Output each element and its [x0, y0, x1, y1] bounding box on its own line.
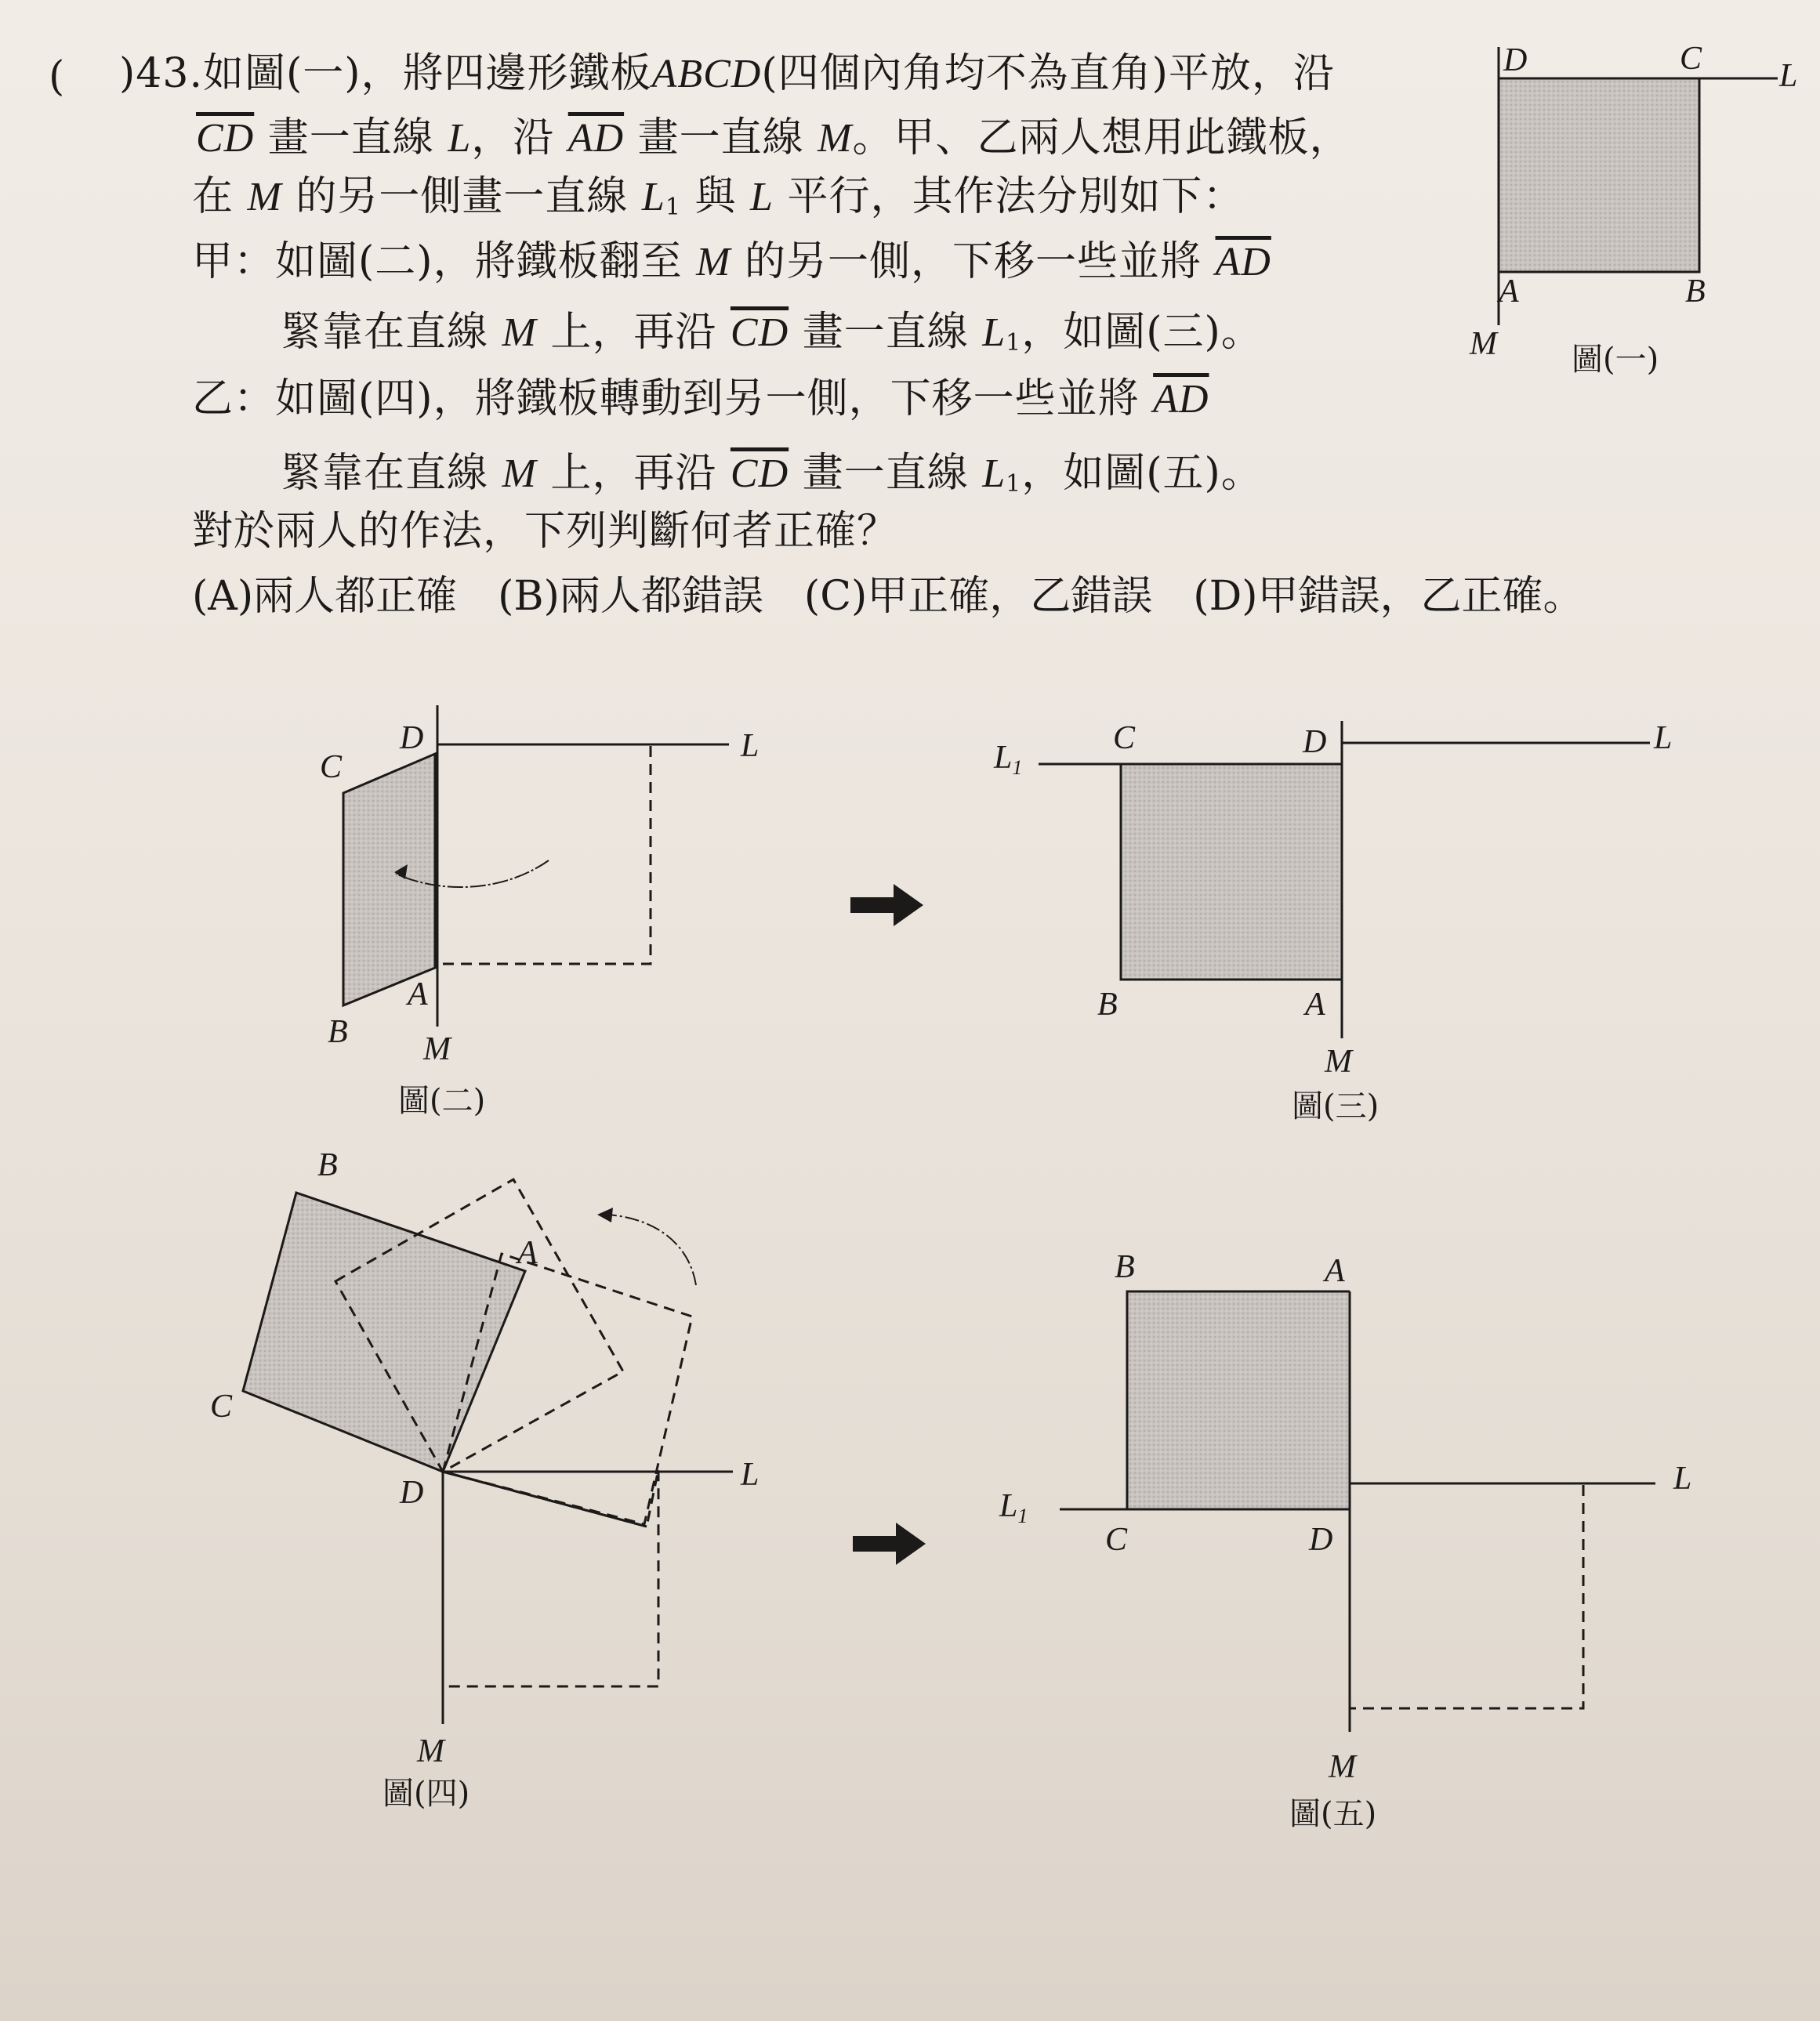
fig5-plate	[1127, 1291, 1350, 1509]
fig5-label-l1-sub: 1	[1017, 1505, 1028, 1527]
text: 。甲、乙兩人想用此鐵板，	[852, 114, 1351, 161]
fig4-label-l: L	[741, 1457, 760, 1493]
subscript: 1	[1006, 329, 1022, 357]
fig5-label-l1-main: L	[999, 1488, 1018, 1524]
question-ask: 對於兩人的作法，下列判斷何者正確？	[192, 508, 899, 555]
text: 乙：如圖(四)，將鐵板轉動到另一側，下移一些並將	[192, 375, 1154, 422]
text: 畫一直線	[789, 309, 983, 356]
fig2-caption: 圖(二)	[398, 1083, 486, 1119]
fig3-label-b: B	[1097, 987, 1118, 1023]
fig2-label-c: C	[320, 749, 343, 785]
text: 上，再沿	[536, 309, 731, 356]
text: 與	[680, 173, 750, 220]
fig2-label-a: A	[408, 976, 428, 1012]
question-number: )43.	[119, 50, 203, 97]
fig5-label-l1	[999, 1488, 1028, 1527]
math-l: L	[982, 451, 1006, 496]
text: ，如圖(三)。	[1021, 309, 1263, 356]
fig4-rotated-edge	[443, 1472, 647, 1527]
text: 緊靠在直線	[281, 450, 502, 497]
fig2-label-b: B	[328, 1014, 348, 1050]
fig4-rotate-arrow-head	[597, 1208, 613, 1222]
fig1-plate	[1499, 78, 1699, 272]
text: 如圖(一)，將四邊形鐵板	[202, 50, 652, 97]
fig2-label-m: M	[423, 1031, 451, 1067]
segment-ad: $\overline{AD}$	[567, 116, 625, 161]
fig4-label-b: B	[317, 1147, 338, 1183]
fig4-label-c: C	[210, 1389, 233, 1425]
fig3-label-l1-main: L	[994, 740, 1013, 776]
math-m: M	[696, 240, 731, 284]
fig4-label-m: M	[417, 1733, 444, 1769]
text: 畫一直線	[789, 450, 983, 497]
math-m: M	[818, 116, 853, 161]
subscript: 1	[665, 194, 681, 221]
figure-5	[1060, 1291, 1655, 1732]
right-arrow-icon	[853, 1523, 926, 1565]
math-l: L	[448, 116, 472, 161]
fig5-label-m: M	[1329, 1749, 1356, 1785]
fig1-caption: 圖(一)	[1572, 342, 1659, 378]
fig3-label-c: C	[1113, 720, 1136, 756]
fig1-label-b: B	[1685, 273, 1706, 310]
figure-3	[1039, 721, 1650, 1038]
math-m: M	[502, 310, 537, 355]
fig1-label-d: D	[1503, 42, 1528, 78]
text: (四個內角均不為直角)平放，沿	[761, 50, 1335, 97]
fig3-plate	[1121, 764, 1342, 980]
fig3-label-l: L	[1654, 720, 1673, 756]
subscript: 1	[1006, 470, 1022, 498]
fig3-label-l1	[993, 740, 1022, 779]
answer-options: (A)兩人都正確 (B)兩人都錯誤 (C)甲正確，乙錯誤 (D)甲錯誤，乙正確。	[192, 573, 1584, 620]
segment-cd: $\overline{CD}$	[730, 310, 789, 355]
math-m: M	[247, 175, 282, 219]
fig3-label-a: A	[1305, 987, 1325, 1023]
figure-1	[1499, 47, 1778, 325]
text: ，如圖(五)。	[1021, 450, 1263, 497]
fig4-rotate-arrow-path	[607, 1215, 696, 1285]
fig5-label-l: L	[1673, 1461, 1692, 1497]
text: 平行，其作法分別如下：	[773, 173, 1245, 220]
segment-cd: $\overline{CD}$	[196, 116, 255, 161]
fig5-dashed-original	[1350, 1485, 1583, 1708]
fig4-label-a: A	[517, 1235, 538, 1271]
segment-cd: $\overline{CD}$	[730, 451, 789, 496]
fig5-label-d: D	[1309, 1522, 1333, 1558]
math-l: L	[982, 310, 1006, 355]
fig2-dashed-original	[437, 746, 651, 964]
math-l: L	[641, 175, 665, 219]
fig1-label-l: L	[1779, 58, 1798, 94]
right-arrow-icon	[850, 884, 923, 926]
text: ，沿	[471, 114, 568, 161]
text: 畫一直線	[254, 114, 448, 161]
text: 的另一側，下移一些並將	[731, 238, 1216, 285]
fig5-label-c: C	[1105, 1522, 1128, 1558]
segment-ad: $\overline{AD}$	[1153, 377, 1209, 422]
text: 在	[192, 173, 248, 220]
math-m: M	[502, 451, 537, 496]
answer-bracket: (	[49, 53, 65, 100]
text: 畫一直線	[624, 114, 818, 161]
fig5-label-b: B	[1115, 1249, 1135, 1285]
fig2-label-l: L	[741, 728, 760, 764]
fig2-plate	[343, 754, 435, 1005]
figure-4	[243, 1179, 733, 1724]
fig1-label-m: M	[1470, 326, 1497, 362]
fig1-label-c: C	[1680, 41, 1702, 77]
fig3-label-d: D	[1303, 724, 1327, 760]
text: 緊靠在直線	[281, 309, 502, 356]
text: 甲：如圖(二)，將鐵板翻至	[192, 238, 697, 285]
fig4-caption: 圖(四)	[382, 1776, 470, 1812]
fig3-caption: 圖(三)	[1292, 1088, 1380, 1125]
text: 上，再沿	[536, 450, 731, 497]
fig4-label-d: D	[400, 1475, 424, 1511]
fig5-caption: 圖(五)	[1289, 1796, 1377, 1832]
segment-ad: $\overline{AD}$	[1215, 240, 1271, 284]
text: 的另一側畫一直線	[281, 173, 642, 220]
fig2-label-d: D	[400, 720, 424, 756]
fig3-label-l1-sub: 1	[1012, 756, 1023, 779]
fig5-label-a: A	[1325, 1253, 1345, 1289]
fig3-label-m: M	[1325, 1044, 1352, 1080]
math-l: L	[750, 175, 774, 219]
fig1-label-a: A	[1499, 273, 1519, 310]
math-abcd: ABCD	[651, 52, 762, 96]
